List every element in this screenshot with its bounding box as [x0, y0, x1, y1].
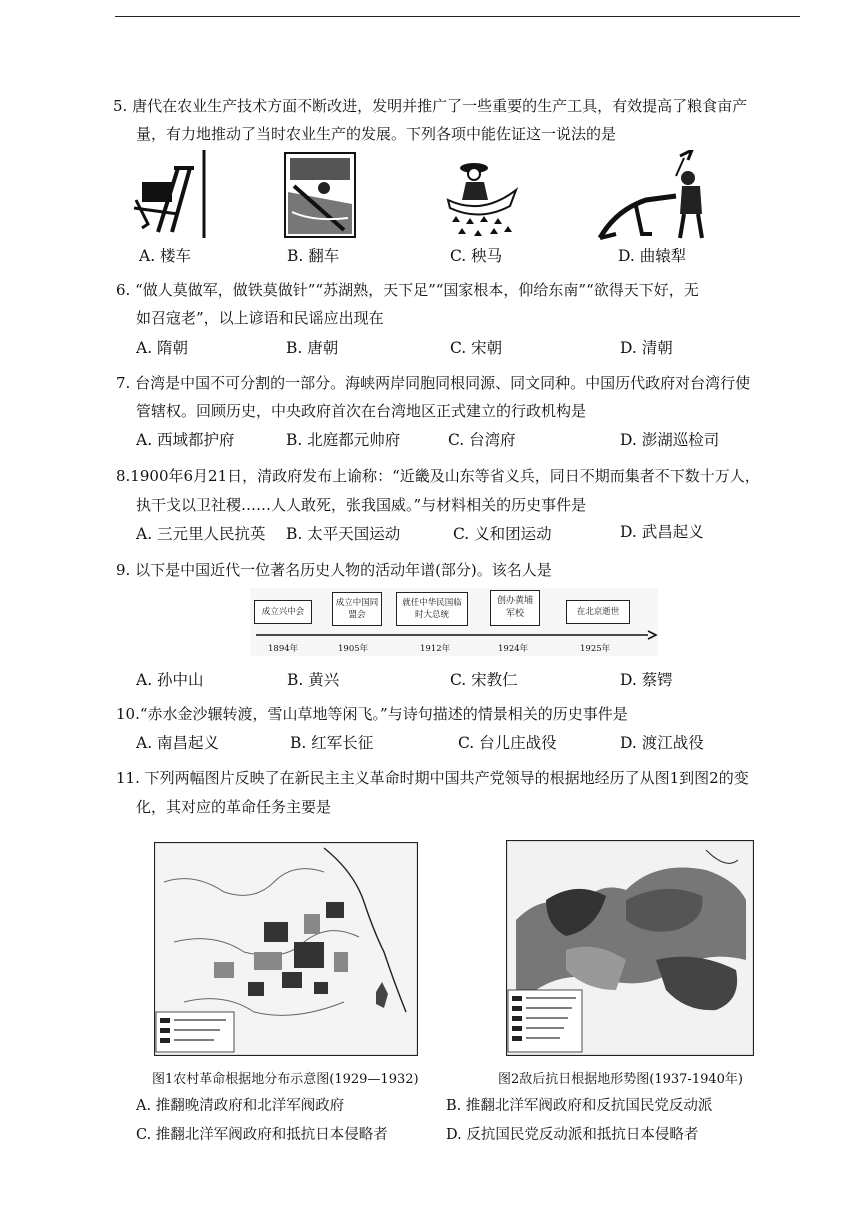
timeline-year-4: 1924年 — [498, 644, 529, 654]
q9-stem-line1: 9. 以下是中国近代一位著名历史人物的活动年谱(部分)。该名人是 — [116, 561, 552, 579]
timeline-box-3: 就任中华民国临时大总统 — [396, 592, 468, 626]
louche-image — [128, 148, 208, 244]
q5-option-a[interactable]: A. 楼车 — [139, 247, 192, 265]
timeline-year-5: 1925年 — [580, 644, 611, 654]
q11-option-a[interactable]: A. 推翻晚清政府和北洋军阀政府 — [136, 1098, 345, 1114]
q9-option-d[interactable]: D. 蔡锷 — [620, 671, 673, 689]
q8-option-b[interactable]: B. 太平天国运动 — [286, 525, 401, 543]
q8-stem-line2: 执干戈以卫社稷……人人敢死，张我国威。”与材料相关的历史事件是 — [136, 496, 587, 514]
timeline-box-1: 成立兴中会 — [254, 600, 312, 624]
timeline-year-2: 1905年 — [338, 644, 369, 654]
q5-stem-line2: 量，有力地推动了当时农业生产的发展。下列各项中能佐证这一说法的是 — [136, 125, 617, 143]
q7-option-b[interactable]: B. 北庭都元帅府 — [286, 431, 401, 449]
q10-option-d[interactable]: D. 渡江战役 — [620, 734, 704, 752]
fanche-image — [284, 152, 356, 242]
map-figure-1 — [154, 842, 418, 1060]
q8-option-a[interactable]: A. 三元里人民抗英 — [136, 525, 266, 543]
timeline-figure — [250, 588, 658, 656]
q7-option-c[interactable]: C. 台湾府 — [448, 431, 516, 449]
figure-2-caption: 图2敌后抗日根据地形势图(1937-1940年) — [498, 1072, 743, 1087]
figure-1-caption: 图1农村革命根据地分布示意图(1929—1932) — [152, 1072, 419, 1087]
timeline-box-5: 在北京逝世 — [566, 600, 630, 624]
q11-stem-line2: 化，其对应的革命任务主要是 — [136, 798, 332, 816]
q7-stem-line1: 7. 台湾是中国不可分割的一部分。海峡两岸同胞同根同源、同文同种。中国历代政府对台湾行使 — [116, 374, 751, 392]
q7-option-a[interactable]: A. 西域都护府 — [136, 431, 235, 449]
q6-option-d[interactable]: D. 清朝 — [620, 339, 673, 357]
q5-option-b[interactable]: B. 翻车 — [287, 247, 340, 265]
q5-stem-line1: 5. 唐代在农业生产技术方面不断改进，发明并推广了一些重要的生产工具，有效提高了粮食亩产 — [113, 97, 748, 115]
q8-option-d[interactable]: D. 武昌起义 — [620, 523, 704, 541]
yangma-image — [444, 156, 520, 244]
q10-option-b[interactable]: B. 红军长征 — [290, 734, 374, 752]
q6-option-c[interactable]: C. 宋朝 — [450, 339, 503, 357]
timeline-year-3: 1912年 — [420, 644, 451, 654]
q9-option-c[interactable]: C. 宋教仁 — [450, 671, 518, 689]
timeline-year-1: 1894年 — [268, 644, 299, 654]
q6-option-b[interactable]: B. 唐朝 — [286, 339, 339, 357]
q8-option-c[interactable]: C. 义和团运动 — [453, 525, 552, 543]
q6-stem-line1: 6. “做人莫做军，做铁莫做针”“苏湖熟，天下足”“国家根本，仰给东南”“欲得天下好，无 — [116, 281, 699, 299]
q11-option-b[interactable]: B. 推翻北洋军阀政府和反抗国民党反动派 — [446, 1098, 713, 1114]
header-rule — [115, 16, 800, 17]
q6-stem-line2: 如召寇老”，以上谚语和民谣应出现在 — [136, 309, 384, 327]
q9-option-b[interactable]: B. 黄兴 — [287, 671, 340, 689]
q10-option-a[interactable]: A. 南昌起义 — [136, 734, 220, 752]
q7-option-d[interactable]: D. 澎湖巡检司 — [620, 431, 720, 449]
timeline-box-2: 成立中国同盟会 — [332, 592, 382, 626]
q8-stem-line1: 8.1900年6月21日，清政府发布上谕称：“近畿及山东等省义兵，同日不期而集者不下数十万人， — [116, 467, 760, 485]
q11-option-d[interactable]: D. 反抗国民党反动派和抵抗日本侵略者 — [446, 1127, 699, 1143]
q5-option-d[interactable]: D. 曲辕犁 — [618, 247, 687, 265]
q11-stem-line1: 11. 下列两幅图片反映了在新民主主义革命时期中国共产党领导的根据地经历了从图1到图2的变 — [116, 769, 749, 787]
quyuanli-image — [596, 150, 714, 246]
q7-stem-line2: 管辖权。回顾历史，中央政府首次在台湾地区正式建立的行政机构是 — [136, 402, 587, 420]
q5-option-c[interactable]: C. 秧马 — [450, 247, 503, 265]
q11-option-c[interactable]: C. 推翻北洋军阀政府和抵抗日本侵略者 — [136, 1127, 388, 1143]
q10-stem-line1: 10.“赤水金沙辗转渡，雪山草地等闲飞。”与诗句描述的情景相关的历史事件是 — [116, 705, 628, 723]
q9-option-a[interactable]: A. 孙中山 — [136, 671, 204, 689]
map-figure-2 — [506, 840, 754, 1060]
q10-option-c[interactable]: C. 台儿庄战役 — [458, 734, 557, 752]
timeline-box-4: 创办黄埔军校 — [490, 590, 540, 626]
q6-option-a[interactable]: A. 隋朝 — [136, 339, 189, 357]
